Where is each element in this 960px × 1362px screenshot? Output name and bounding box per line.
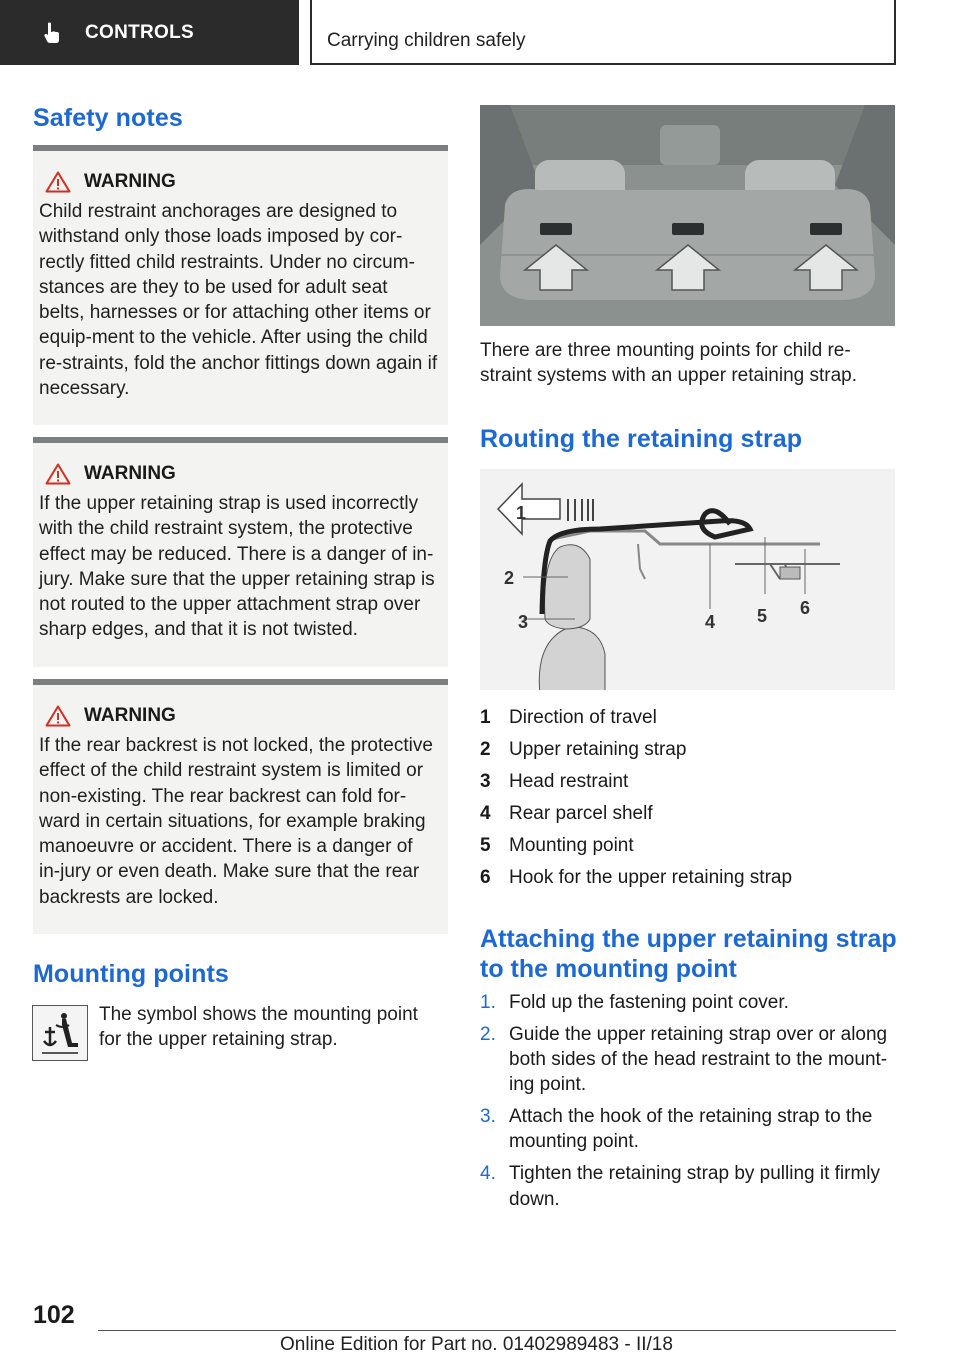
warning-box-3 [33, 679, 448, 934]
warning-box-2 [33, 437, 448, 667]
mounting-points-title: Mounting points [33, 960, 229, 988]
warning-text: If the upper retaining strap is used incorrectly with the child restraint system, the protective effect may be reduced. There is a danger of in-jury. Make sure that the upper retaining strap is not routed to the upper attachment strap over sharp edges, and that it is not twisted. [39, 493, 435, 641]
step-item: 4. Tighten the retaining strap by pulling it firmly down. [480, 1163, 881, 1210]
edition-text: Online Edition for Part no. 01402989483 - II/18 [280, 1334, 673, 1355]
footer-divider [98, 1330, 896, 1331]
svg-text:1: 1 [516, 503, 527, 523]
section-label: CONTROLS [85, 21, 195, 43]
legend-item: 4 Rear parcel shelf [480, 803, 653, 824]
legend-item: 6 Hook for the upper retaining strap [480, 867, 793, 888]
warning-label: WARNING [84, 463, 176, 484]
step-item: 1. Fold up the fastening point cover. [480, 992, 789, 1013]
warning-label: WARNING [84, 705, 176, 726]
page-header [0, 0, 960, 66]
attaching-title: Attaching the upper retaining strap to the mounting point [480, 925, 897, 983]
pointing-hand-icon [40, 21, 64, 45]
legend-item: 1 Direction of travel [480, 707, 657, 728]
warning-label: WARNING [84, 171, 176, 192]
svg-text:6: 6 [800, 598, 811, 618]
warning-triangle-icon [45, 705, 71, 727]
routing-diagram [480, 469, 895, 690]
legend-item: 2 Upper retaining strap [480, 739, 687, 760]
chapter-label: Carrying children safely [327, 30, 526, 51]
attaching-steps [480, 990, 900, 1218]
warning-box-1 [33, 145, 448, 425]
chapter-tab [310, 0, 896, 65]
symbol-text: The symbol shows the mounting point for the upper retaining strap. [99, 1004, 418, 1051]
legend-item: 3 Head restraint [480, 771, 629, 792]
warning-text: Child restraint anchorages are designed to withstand only those loads imposed by cor-rectly fitted child restraints. Under no circum-stances are they to be used for adult seat belts, harnesses or for attaching other items or equip-ment to the vehicle. After using the child re-straints, fold the anchor fittings down again if necessary. [39, 201, 438, 400]
child-seat-anchor-icon [32, 1005, 88, 1061]
routing-legend [480, 702, 900, 894]
photo-caption: There are three mounting points for child re-straint systems with an upper retaining strap. [480, 340, 858, 387]
warning-triangle-icon [45, 171, 71, 193]
warning-triangle-icon [45, 463, 71, 485]
svg-text:2: 2 [504, 568, 515, 588]
svg-text:4: 4 [705, 612, 716, 632]
routing-title: Routing the retaining strap [480, 425, 803, 453]
svg-text:5: 5 [757, 606, 768, 626]
warning-text: If the rear backrest is not locked, the protective effect of the child restraint system is limited or non-existing. The rear backrest can fold for-ward in certain situations, for example braking manoeuvre or accident. There is a danger of in-jury or even death. Make sure that the rear backrests are locked. [39, 735, 433, 908]
page-number: 102 [33, 1301, 75, 1329]
step-item: 3. Attach the hook of the retaining strap to the mounting point. [480, 1106, 873, 1153]
svg-text:3: 3 [518, 612, 529, 632]
safety-notes-title: Safety notes [33, 104, 183, 132]
rear-seat-photo [480, 105, 895, 326]
step-item: 2. Guide the upper retaining strap over or along both sides of the head restraint to the mount-ing point. [480, 1023, 888, 1096]
legend-item: 5 Mounting point [480, 835, 634, 856]
section-tab[interactable] [0, 0, 299, 65]
